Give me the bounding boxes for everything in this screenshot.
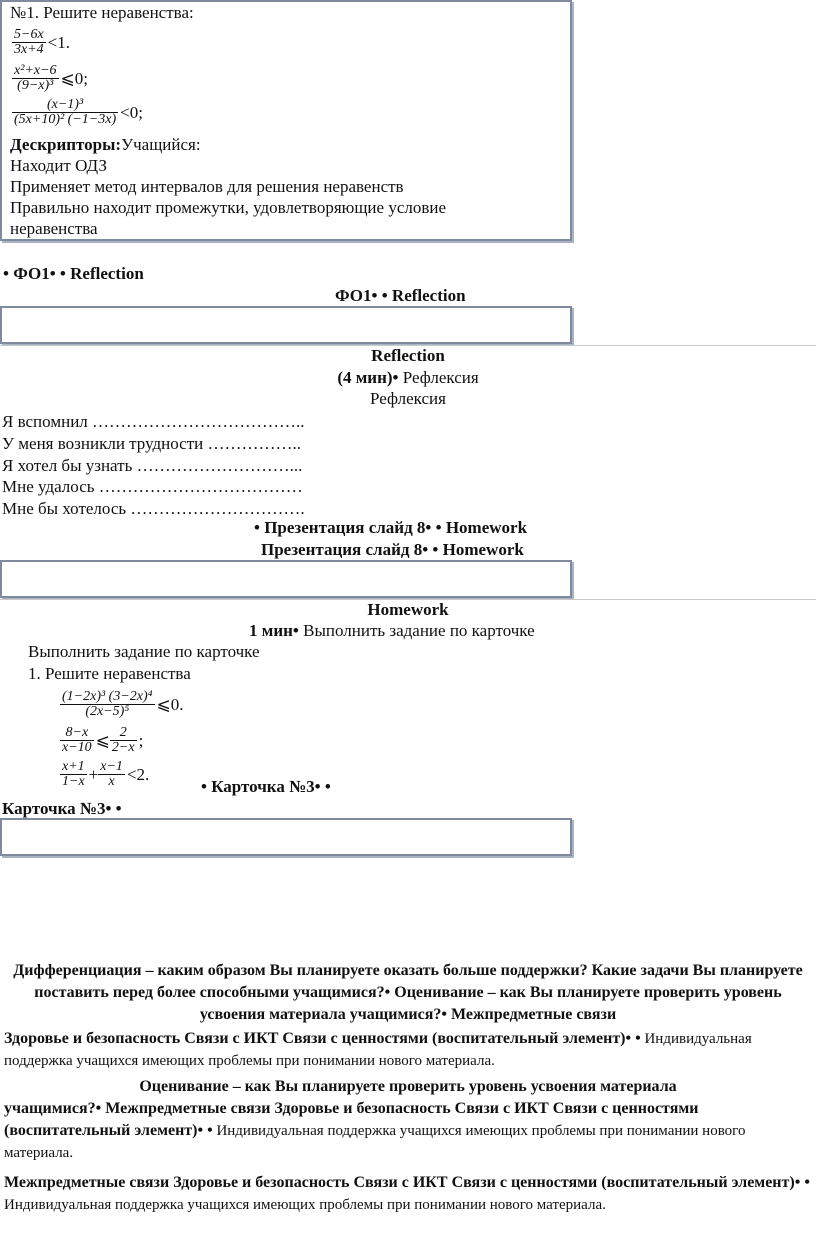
descriptors-label: Дескрипторы: — [10, 135, 122, 154]
fraction-numerator: x²+x−6 — [14, 63, 57, 78]
health-safety-bold: Здоровье и безопасность Связи с ИКТ Связи с ценностями (воспитательный элемент)• • — [4, 1030, 641, 1047]
inequality-relation: <1. — [47, 32, 71, 52]
fraction-denominator: (5x+10)² (−1−3x) — [14, 112, 117, 127]
descriptor-item: неравенства — [10, 219, 98, 238]
support-text: Индивидуальная поддержка учащихся имеющих проблемы при понимании нового материала. — [4, 1031, 752, 1069]
descriptors-intro: Учащийся: — [121, 135, 201, 154]
fraction-denominator: (2x−5)⁵ — [85, 704, 130, 719]
fraction-numerator: x+1 — [62, 759, 85, 774]
task-inequality-1 — [12, 28, 70, 57]
empty-box-1 — [0, 306, 572, 344]
fo-line-1: • ФО1• • Reflection — [3, 264, 144, 283]
inequality-relation: <0; — [120, 102, 143, 122]
fraction-numerator: (x−1)³ — [12, 98, 118, 113]
homework-title: Homework — [367, 600, 449, 619]
empty-box-3 — [0, 818, 572, 856]
homework-inequality-3 — [60, 760, 149, 789]
fraction-denominator: 3x+4 — [14, 42, 44, 57]
assessment-paragraph: Оценивание – как Вы планируете проверить уровень усвоения материала — [139, 1078, 677, 1095]
reflection-line: У меня возникли трудности …………….. — [2, 434, 302, 453]
fraction-numerator: x−1 — [100, 759, 123, 774]
reflection-line: Мне бы хотелось …………………………. — [2, 499, 305, 518]
reflection-title: Reflection — [371, 346, 445, 365]
assessment-continued-paragraph — [0, 1098, 816, 1164]
fraction-denominator: 1−x — [62, 774, 85, 789]
empty-box-2 — [0, 560, 572, 598]
fo-line-2: ФО1• • Reflection — [335, 286, 466, 305]
reflection-time-rest: Рефлексия — [398, 368, 479, 387]
assessment-continued-bold: учащимися?• Межпредметные связи Здоровье и безопасность Связи с ИКТ Связи с ценностями (воспитательный элемент)• • — [4, 1100, 699, 1139]
support-text: Индивидуальная поддержка учащихся имеющих проблемы при понимании нового материала. — [4, 1197, 606, 1213]
slide-line-2: Презентация слайд 8• • Homework — [261, 540, 524, 559]
reflection-line: Мне удалось ……………………………… — [2, 477, 303, 496]
descriptors-line — [10, 135, 201, 155]
reflection-line: Я вспомнил ……………………………….. — [2, 412, 305, 431]
homework-intro: Выполнить задание по карточке — [28, 642, 260, 661]
homework-time — [249, 621, 535, 641]
homework-time-bold: 1 мин• — [249, 621, 299, 640]
task-inequality-2 — [12, 64, 88, 93]
task-heading: №1. Решите неравенства: — [10, 3, 194, 22]
descriptor-item: Правильно находит промежутки, удовлетворяющие условие — [10, 198, 447, 217]
slide-line-1: • Презентация слайд 8• • Homework — [254, 518, 528, 537]
support-text: Индивидуальная поддержка учащихся имеющих проблемы при понимании нового материала. — [4, 1123, 746, 1161]
fraction-denominator: (9−x)³ — [17, 78, 54, 93]
fraction-numerator: 5−6x — [14, 27, 44, 42]
fraction-numerator: 2 — [110, 726, 137, 741]
inequality-relation: ⩽ — [95, 730, 110, 750]
fraction-denominator: x−10 — [62, 740, 92, 755]
interdisciplinary-bold: Межпредметные связи Здоровье и безопасность Связи с ИКТ Связи с ценностями (воспитательный элемент)• • — [4, 1174, 810, 1191]
interdisciplinary-paragraph — [0, 1172, 816, 1216]
reflection-line: Я хотел бы узнать ………………………... — [2, 456, 303, 475]
inequality-relation: <2. — [126, 764, 150, 784]
differentiation-paragraph: Дифференциация – каким образом Вы планируете оказать больше поддержки? Какие задачи Вы планируете поставить перед более способными учащимися?• Оценивание – как Вы планируете проверить уровень усвоения материала учащимися?• Межпредметные связи — [13, 962, 803, 1023]
fraction-denominator: 2−x — [111, 740, 135, 755]
inequality-tail: ; — [138, 730, 144, 750]
homework-time-rest: Выполнить задание по карточке — [298, 621, 535, 640]
reflection-time — [0, 368, 816, 388]
health-safety-paragraph — [0, 1028, 816, 1072]
plus-sign: + — [88, 764, 99, 784]
homework-inequality-2 — [60, 726, 143, 755]
inequality-relation: ⩽0. — [156, 694, 184, 714]
task-inequality-3 — [12, 98, 143, 127]
fraction-numerator: (1−2x)³ (3−2x)⁴ — [62, 689, 153, 704]
reflection-subtitle: Рефлексия — [370, 389, 446, 408]
card-line-1: • Карточка №3• • — [201, 777, 331, 796]
reflection-time-bold: (4 мин)• — [337, 368, 399, 387]
fraction-denominator: x — [108, 774, 115, 789]
descriptor-item: Находит ОДЗ — [10, 156, 108, 175]
homework-inequality-1 — [60, 690, 184, 719]
card-line-2: Карточка №3• • — [2, 799, 122, 818]
descriptor-item: Применяет метод интервалов для решения неравенств — [10, 177, 404, 196]
inequality-relation: ⩽0; — [60, 68, 88, 88]
homework-item: 1. Решите неравенства — [28, 664, 191, 683]
fraction-numerator: 8−x — [60, 726, 94, 741]
